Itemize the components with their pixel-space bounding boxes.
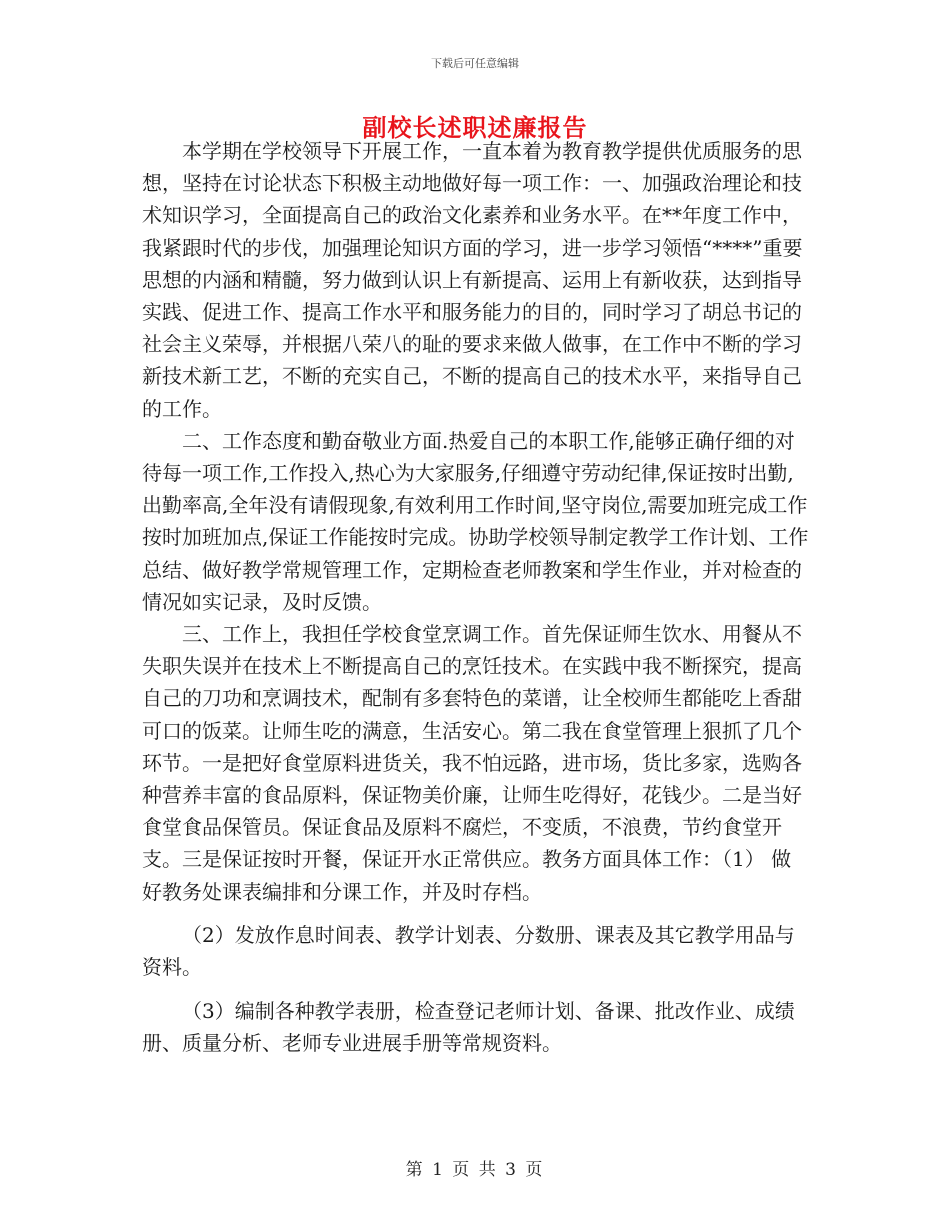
paragraph-item-2: （2）发放作息时间表、教学计划表、分数册、课表及其它教学用品与资料。 xyxy=(142,922,795,980)
document-title: 副校长述职述廉报告 xyxy=(362,113,588,142)
document-body xyxy=(142,135,810,1060)
paragraph-intro: 本学期在学校领导下开展工作，一直本着为教育教学提供优质服务的思想，坚持在讨论状态下积极主动地做好每一项工作：一、加强政治理论和技术知识学习，全面提高自己的政治文化素养和业务水平。在**年度工作中，我紧跟时代的步伐，加强理论知识方面的学习，进一步学习领悟“****”重要思想的内涵和精髓，努力做到认识上有新提高、运用上有新收获，达到指导实践、促进工作、提高工作水平和服务能力的目的，同时学习了胡总书记的社会主义荣辱，并根据八荣八的耻的要求来做人做事，在工作中不断的学习新技术新工艺，不断的充实自己，不断的提高自己的技术水平，来指导自己的工作。 xyxy=(142,139,803,421)
paragraph-canteen-work: 三、工作上，我担任学校食堂烹调工作。首先保证师生饮水、用餐从不失职失误并在技术上不断提高自己的烹饪技术。在实践中我不断探究，提高自己的刀功和烹调技术，配制有多套特色的菜谱，让全校师生都能吃上香甜可口的饭菜。让师生吃的满意，生活安心。第二我在食堂管理上狠抓了几个环节。一是把好食堂原料进货关，我不怕远路，进市场，货比多家，选购各种营养丰富的食品原料，保证物美价廉，让师生吃得好，花钱少。二是当好食堂食品保管员。保证食品及原料不腐烂，不变质，不浪费，节约食堂开支。三是保证按时开餐，保证开水正常供应。教务方面具体工作：（1） 做好教务处课表编排和分课工作，并及时存档。 xyxy=(142,622,802,904)
page-header-note: 下载后可任意编辑 xyxy=(431,57,519,70)
paragraph-work-attitude: 二、工作态度和勤奋敬业方面.热爱自己的本职工作,能够正确仔细的对待每一项工作,工作投入,热心为大家服务,仔细遵守劳动纪律,保证按时出勤,出勤率高,全年没有请假现象,有效利用工作时间,坚守岗位,需要加班完成工作按时加班加点,保证工作能按时完成。协助学校领导制定教学工作计划、工作总结、做好教学常规管理工作，定期检查老师教案和学生作业，并对检查的情况如实记录，及时反馈。 xyxy=(142,428,809,614)
page-number-footer: 第 1 页 共 3 页 xyxy=(405,1160,545,1180)
paragraph-item-3: （3）编制各种教学表册，检查登记老师计划、备课、批改作业、成绩册、质量分析、老师专业进展手册等常规资料。 xyxy=(142,999,795,1056)
